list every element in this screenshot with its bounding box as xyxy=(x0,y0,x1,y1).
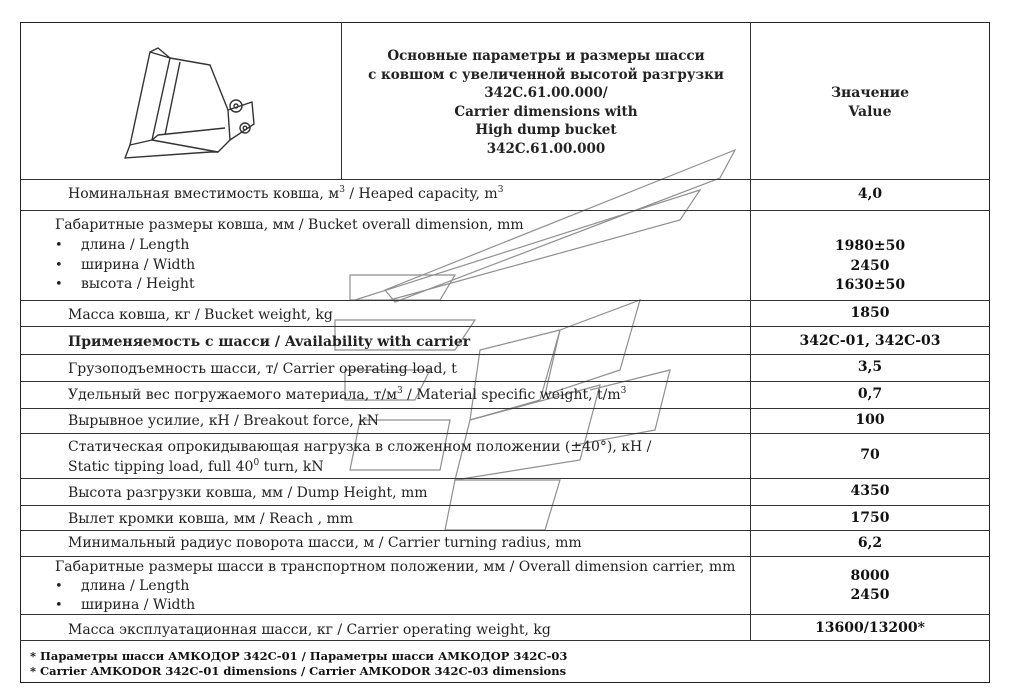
dump-height-label: Высота разгрузки ковша, мм / Dump Height, mm xyxy=(68,485,428,501)
list-item: • ширина / Width xyxy=(55,597,196,613)
tipping-value: 70 xyxy=(860,447,880,463)
row-divider xyxy=(20,433,990,434)
bucket-weight-label: Масса ковша, кг / Bucket weight, kg xyxy=(68,307,333,323)
reach-value: 1750 xyxy=(850,510,890,526)
row-divider xyxy=(20,354,990,355)
title-line: 342C.61.00.000/ xyxy=(484,85,608,101)
list-item: • ширина / Width xyxy=(55,257,196,273)
row-divider xyxy=(20,478,990,479)
title-line: Carrier dimensions with xyxy=(454,103,638,120)
row-divider xyxy=(20,408,990,409)
bucket-length-value: 1980±50 xyxy=(834,238,906,254)
operating-weight-value: 13600/13200* xyxy=(815,620,925,636)
specific-weight-label: Удельный вес погружаемого материала, $т/м^3$ / Material specific weight, $t/m^3$ xyxy=(68,386,627,403)
title-line: с ковшом с увеличенной высотой разгрузки xyxy=(368,66,724,83)
availability-value: 342C-01, 342C-03 xyxy=(799,333,941,349)
page-title xyxy=(342,47,750,158)
bucket-height-value: 1630±50 xyxy=(834,277,906,293)
row-divider xyxy=(20,530,990,531)
value-header-en: Value xyxy=(848,103,892,120)
carrier-length-value: 8000 xyxy=(850,568,890,584)
turning-radius-label: Минимальный радиус поворота шасси, м / Carrier turning radius, mm xyxy=(68,535,582,551)
row-divider xyxy=(20,300,990,301)
operating-load-value: 3,5 xyxy=(857,359,883,375)
specific-weight-value: 0,7 xyxy=(857,386,883,402)
row-divider xyxy=(20,326,990,327)
turning-radius-value: 6,2 xyxy=(857,535,883,551)
title-line: 342C.61.00.000 xyxy=(486,140,606,157)
operating-load-label: Грузоподъемность шасси, т/ Carrier operating load, t xyxy=(68,361,457,377)
row-divider xyxy=(20,556,990,557)
carrier-width-value: 2450 xyxy=(850,587,890,603)
bucket-weight-value: 1850 xyxy=(850,305,890,321)
capacity-label: Номинальная вместимость ковша, $м^3$ / Heaped capacity, $m^3$ xyxy=(68,185,504,202)
title-line: High dump bucket xyxy=(475,122,617,138)
row-divider xyxy=(20,210,990,211)
carrier-dims-label: Габаритные размеры шасси в транспортном положении, мм / Overall dimension carrier, mm xyxy=(55,559,736,575)
footnote: * Carrier AMKODOR 342C-01 dimensions / Carrier AMKODOR 342C-03 dimensions xyxy=(30,664,567,678)
row-divider xyxy=(20,505,990,506)
tipping-label-ru: Статическая опрокидывающая нагрузка в сложенном положении (±40°), кН / xyxy=(68,439,652,455)
bucket-dims-label: Габаритные размеры ковша, мм / Bucket overall dimension, mm xyxy=(55,217,524,233)
operating-weight-label: Масса эксплуатационная шасси, кг / Carrier operating weight, kg xyxy=(68,622,551,638)
row-divider xyxy=(20,179,990,180)
list-item: • длина / Length xyxy=(55,578,190,594)
capacity-value: 4,0 xyxy=(857,186,883,202)
title-line: Основные параметры и размеры шасси xyxy=(387,48,705,64)
value-header-ru: Значение xyxy=(830,85,910,101)
bucket-drawing xyxy=(110,40,270,170)
row-divider xyxy=(20,640,990,641)
breakout-value: 100 xyxy=(855,412,885,428)
bucket-width-value: 2450 xyxy=(850,258,890,274)
value-column-header xyxy=(750,84,990,121)
list-item: • длина / Length xyxy=(55,237,190,253)
reach-label: Вылет кромки ковша, мм / Reach , mm xyxy=(68,511,354,527)
breakout-label: Вырывное усилие, кН / Breakout force, kN xyxy=(68,413,379,429)
list-item: • высота / Height xyxy=(55,276,195,292)
footnote: * Параметры шасси АМКОДОР 342С-01 / Параметры шасси АМКОДОР 342С-03 xyxy=(30,649,568,663)
availability-label: Применяемость с шасси / Availability with carrier xyxy=(68,334,471,350)
tipping-label-en: Static tipping load, full $40^0$ turn, kN xyxy=(68,458,324,475)
row-divider xyxy=(20,381,990,382)
dump-height-value: 4350 xyxy=(850,483,890,499)
